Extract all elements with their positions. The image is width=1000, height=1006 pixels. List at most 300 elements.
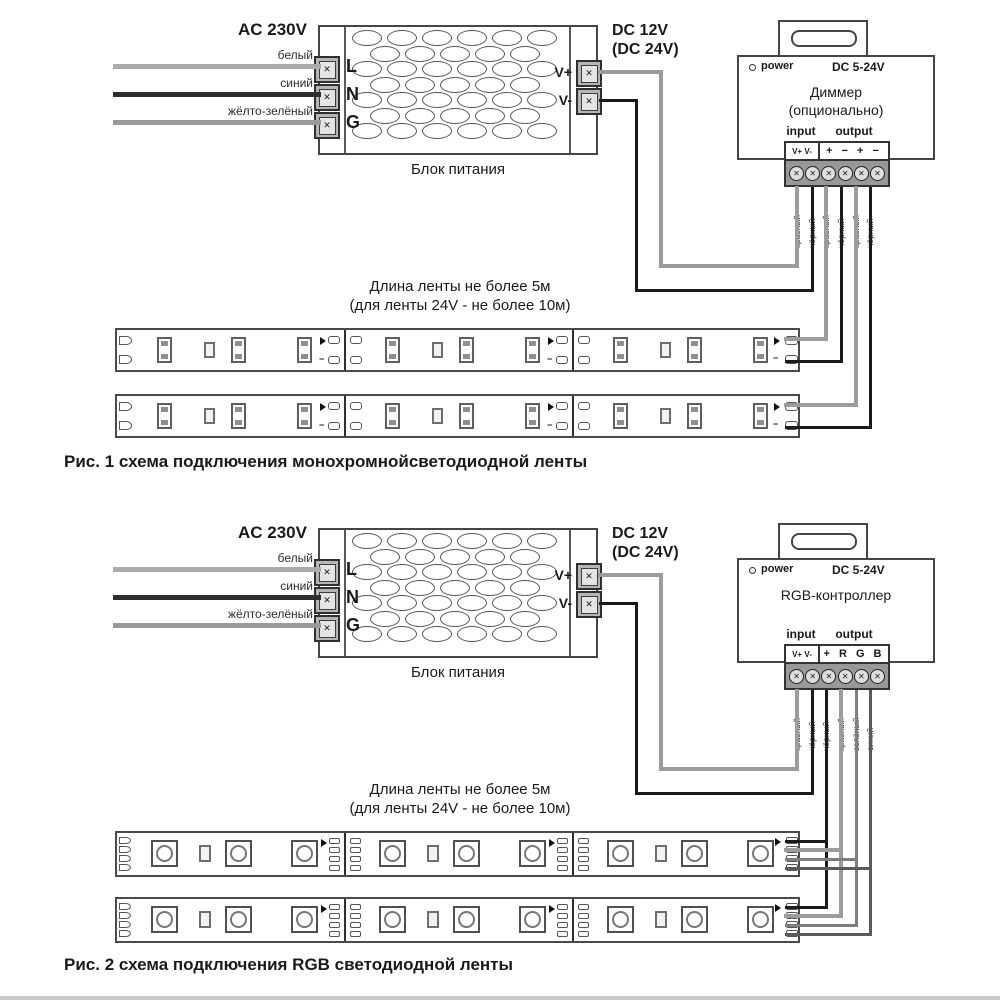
wire-segment bbox=[785, 933, 872, 936]
solder-pad bbox=[578, 847, 589, 853]
led-lens bbox=[296, 845, 313, 862]
led-pin bbox=[617, 407, 624, 412]
wire-segment bbox=[869, 690, 872, 936]
vent-hole bbox=[527, 533, 557, 549]
figure-caption: Рис. 2 схема подключения RGB светодиодной ленты bbox=[64, 955, 514, 974]
led-lens bbox=[686, 845, 703, 862]
wire-segment bbox=[811, 690, 814, 795]
vent-hole bbox=[527, 30, 557, 46]
wire-segment bbox=[113, 64, 321, 69]
dc-voltage-label-line2: (DC 24V) bbox=[612, 544, 679, 561]
solder-pad bbox=[350, 856, 361, 862]
vent-hole bbox=[422, 564, 452, 580]
vent-hole bbox=[405, 46, 435, 62]
input-label: input bbox=[786, 627, 816, 641]
led-pin bbox=[757, 407, 764, 412]
led-lens bbox=[612, 911, 629, 928]
psu-terminal-label-L: L bbox=[346, 56, 357, 76]
solder-pad bbox=[350, 336, 362, 344]
screw-icon: ✕ bbox=[581, 93, 598, 111]
rgb-led-chip bbox=[519, 906, 546, 933]
controller-name-line1: Диммер bbox=[809, 84, 863, 100]
dc-voltage-label-line2: (DC 24V) bbox=[612, 41, 679, 58]
rgb-led-chip bbox=[291, 840, 318, 867]
solder-pad bbox=[119, 336, 132, 345]
psu-terminal-label-vminus: V- bbox=[558, 595, 572, 611]
led-pin bbox=[691, 420, 698, 425]
vent-hole bbox=[475, 77, 505, 93]
led-lens bbox=[612, 845, 629, 862]
psu-terminal-label-N: N bbox=[346, 84, 359, 104]
strip-length-note bbox=[290, 780, 630, 818]
rgb-led-chip bbox=[453, 840, 480, 867]
minus-mark: − bbox=[547, 354, 553, 364]
rgb-led-chip bbox=[607, 906, 634, 933]
solder-pad bbox=[557, 904, 568, 910]
wire-segment bbox=[785, 426, 872, 429]
solder-pad bbox=[328, 356, 340, 364]
screw-icon: ✕ bbox=[581, 568, 598, 586]
strip-length-note-line1: Длина ленты не более 5м bbox=[369, 781, 551, 798]
led-lens bbox=[384, 845, 401, 862]
wire-segment bbox=[635, 99, 638, 292]
strip-length-note-line2: (для ленты 24V - не более 10м) bbox=[349, 297, 571, 314]
resistor bbox=[660, 342, 671, 358]
led-pin bbox=[757, 341, 764, 346]
minus-mark: − bbox=[773, 419, 779, 429]
terminal-screw-icon: ✕ bbox=[805, 166, 820, 181]
cut-mark-icon bbox=[775, 904, 781, 912]
terminal-screw-icon: ✕ bbox=[870, 669, 885, 684]
solder-pad bbox=[557, 838, 568, 844]
led-chip bbox=[385, 337, 400, 363]
led-chip bbox=[687, 403, 702, 429]
wire-segment bbox=[854, 186, 858, 407]
wire-segment bbox=[599, 99, 638, 102]
led-chip bbox=[613, 337, 628, 363]
vent-hole bbox=[440, 46, 470, 62]
minus-mark: − bbox=[547, 420, 553, 430]
psu-caption: Блок питания bbox=[411, 664, 505, 681]
wire-segment bbox=[113, 92, 321, 97]
resistor bbox=[199, 911, 211, 928]
vent-hole bbox=[457, 626, 487, 642]
vent-hole bbox=[440, 77, 470, 93]
terminal-screw-icon: ✕ bbox=[789, 669, 804, 684]
vent-hole bbox=[370, 611, 400, 627]
rgb-led-chip bbox=[225, 840, 252, 867]
rgb-led-chip bbox=[519, 840, 546, 867]
led-pin bbox=[389, 354, 396, 359]
dc-voltage-label-line1: DC 12V bbox=[612, 525, 669, 542]
controller-name-line1: RGB-контроллер bbox=[780, 587, 892, 603]
solder-pad bbox=[350, 904, 361, 910]
controller-mount-slot bbox=[791, 533, 857, 550]
wire-segment bbox=[855, 690, 858, 927]
vent-hole bbox=[405, 549, 435, 565]
wire-segment bbox=[598, 573, 663, 577]
rgb-led-chip bbox=[151, 840, 178, 867]
led-pin bbox=[529, 354, 536, 359]
led-pin bbox=[463, 341, 470, 346]
resistor bbox=[204, 408, 215, 424]
solder-pad bbox=[119, 930, 131, 937]
led-lens bbox=[458, 845, 475, 862]
solder-pad bbox=[329, 904, 340, 910]
strip-length-note-line1: Длина ленты не более 5м bbox=[369, 278, 551, 295]
vent-hole bbox=[405, 108, 435, 124]
vent-hole bbox=[475, 108, 505, 124]
solder-pad bbox=[350, 913, 361, 919]
psu-terminal-vminus bbox=[576, 88, 602, 115]
input-terminal-labels: V+ V- bbox=[786, 646, 820, 662]
wire-segment bbox=[839, 689, 843, 918]
solder-pad bbox=[329, 913, 340, 919]
psu-terminal-label-vplus: V+ bbox=[554, 64, 572, 80]
cut-line bbox=[344, 330, 346, 370]
dc-voltage-label-line1: DC 12V bbox=[612, 22, 669, 39]
screw-icon: ✕ bbox=[319, 620, 336, 638]
controller-name-line2: (опционально) bbox=[788, 102, 884, 118]
psu-terminal-L bbox=[314, 56, 340, 83]
psu-caption: Блок питания bbox=[411, 161, 505, 178]
led-lens bbox=[156, 845, 173, 862]
solder-pad bbox=[328, 422, 340, 430]
vent-hole bbox=[492, 30, 522, 46]
vent-hole bbox=[387, 30, 417, 46]
vent-hole bbox=[440, 108, 470, 124]
cut-mark-icon bbox=[549, 839, 555, 847]
led-pin bbox=[691, 354, 698, 359]
cut-mark-icon bbox=[549, 905, 555, 913]
power-label: power bbox=[761, 60, 794, 72]
led-pin bbox=[463, 407, 470, 412]
output-label: output bbox=[835, 124, 873, 138]
solder-pad bbox=[119, 355, 132, 364]
solder-pad bbox=[557, 865, 568, 871]
terminal-screw-icon: ✕ bbox=[854, 669, 869, 684]
vent-hole bbox=[352, 30, 382, 46]
strip-length-note-line2: (для ленты 24V - не более 10м) bbox=[349, 800, 571, 817]
vent-hole bbox=[510, 580, 540, 596]
led-strip-2 bbox=[115, 897, 800, 943]
vent-hole bbox=[387, 564, 417, 580]
solder-pad bbox=[350, 847, 361, 853]
ac-voltage-label: AC 230V bbox=[238, 20, 307, 39]
led-lens bbox=[752, 845, 769, 862]
solder-pad bbox=[350, 838, 361, 844]
terminal-label-strip bbox=[784, 141, 890, 161]
wire-segment bbox=[635, 289, 814, 292]
wiring-figure-fig2 bbox=[0, 503, 1000, 1006]
rgb-led-chip bbox=[681, 906, 708, 933]
power-led-icon bbox=[749, 64, 756, 71]
vent-hole bbox=[475, 549, 505, 565]
resistor bbox=[199, 845, 211, 862]
solder-pad bbox=[578, 402, 590, 410]
led-lens bbox=[156, 911, 173, 928]
led-pin bbox=[161, 407, 168, 412]
vent-hole bbox=[405, 77, 435, 93]
resistor bbox=[204, 342, 215, 358]
cut-mark-icon bbox=[321, 905, 327, 913]
led-pin bbox=[617, 420, 624, 425]
led-pin bbox=[235, 341, 242, 346]
solder-pad bbox=[578, 922, 589, 928]
terminal-screw-icon: ✕ bbox=[789, 166, 804, 181]
minus-mark: − bbox=[319, 420, 325, 430]
led-pin bbox=[529, 420, 536, 425]
solder-pad bbox=[557, 922, 568, 928]
solder-pad bbox=[557, 847, 568, 853]
wire-segment bbox=[784, 914, 843, 918]
solder-pad bbox=[578, 904, 589, 910]
cut-line bbox=[344, 396, 346, 436]
ac-wire-label-blue: синий bbox=[280, 579, 313, 593]
vent-hole bbox=[492, 595, 522, 611]
ac-wire-label-blue: синий bbox=[280, 76, 313, 90]
solder-pad bbox=[119, 837, 131, 844]
cut-line bbox=[572, 330, 574, 370]
controller-voltage-label: DC 5-24V bbox=[832, 563, 885, 577]
cut-line bbox=[572, 899, 574, 941]
rgb-led-chip bbox=[379, 840, 406, 867]
rgb-led-chip bbox=[453, 906, 480, 933]
screw-icon: ✕ bbox=[319, 564, 336, 582]
led-chip bbox=[613, 403, 628, 429]
wire-segment bbox=[785, 924, 858, 927]
solder-pad bbox=[557, 856, 568, 862]
wire-segment bbox=[598, 70, 663, 74]
minus-mark: − bbox=[319, 354, 325, 364]
solder-pad bbox=[350, 402, 362, 410]
terminal-screw-icon: ✕ bbox=[870, 166, 885, 181]
solder-pad bbox=[556, 336, 568, 344]
vent-hole bbox=[475, 580, 505, 596]
vent-hole bbox=[422, 92, 452, 108]
solder-pad bbox=[350, 931, 361, 937]
vent-hole bbox=[440, 549, 470, 565]
led-pin bbox=[301, 420, 308, 425]
psu-terminal-label-G: G bbox=[346, 615, 361, 635]
psu-terminal-G bbox=[314, 615, 340, 642]
wire-segment bbox=[659, 264, 799, 268]
resistor bbox=[427, 845, 439, 862]
solder-pad bbox=[329, 931, 340, 937]
solder-pad bbox=[578, 336, 590, 344]
led-lens bbox=[524, 911, 541, 928]
vent-hole bbox=[422, 123, 452, 139]
screw-icon: ✕ bbox=[319, 117, 336, 135]
vent-hole bbox=[457, 30, 487, 46]
solder-pad bbox=[556, 402, 568, 410]
cut-mark-icon bbox=[548, 403, 554, 411]
solder-pad bbox=[119, 864, 131, 871]
wire-segment bbox=[659, 767, 799, 771]
controller-name bbox=[737, 586, 935, 604]
vent-hole bbox=[387, 123, 417, 139]
figure-caption: Рис. 1 схема подключения монохромнойсветодиодной ленты bbox=[64, 452, 588, 471]
vent-hole bbox=[510, 549, 540, 565]
led-pin bbox=[529, 407, 536, 412]
wire-segment bbox=[824, 186, 828, 341]
led-pin bbox=[617, 354, 624, 359]
vent-hole bbox=[370, 46, 400, 62]
solder-pad bbox=[350, 922, 361, 928]
led-chip bbox=[459, 403, 474, 429]
cut-mark-icon bbox=[320, 337, 326, 345]
controller-mount-slot bbox=[791, 30, 857, 47]
led-pin bbox=[691, 407, 698, 412]
led-chip bbox=[687, 337, 702, 363]
cut-line bbox=[344, 899, 346, 941]
solder-pad bbox=[578, 865, 589, 871]
rgb-led-chip bbox=[291, 906, 318, 933]
led-chip bbox=[753, 403, 768, 429]
led-lens bbox=[524, 845, 541, 862]
vent-hole bbox=[527, 123, 557, 139]
terminal-screw-icon: ✕ bbox=[821, 669, 836, 684]
vent-hole bbox=[387, 533, 417, 549]
vent-hole bbox=[370, 549, 400, 565]
wire-segment bbox=[869, 187, 872, 429]
output-terminal-labels: + R G B bbox=[823, 648, 885, 660]
ac-wire-label-yellowgreen: жёлто-зелёный bbox=[227, 104, 313, 118]
vent-hole bbox=[510, 77, 540, 93]
cut-line bbox=[572, 833, 574, 875]
resistor bbox=[432, 408, 443, 424]
solder-pad bbox=[556, 356, 568, 364]
vent-hole bbox=[405, 611, 435, 627]
rgb-led-chip bbox=[379, 906, 406, 933]
cut-mark-icon bbox=[321, 839, 327, 847]
resistor bbox=[432, 342, 443, 358]
solder-pad bbox=[578, 356, 590, 364]
led-pin bbox=[617, 341, 624, 346]
solder-pad bbox=[329, 865, 340, 871]
terminal-screw-strip bbox=[784, 159, 890, 187]
rgb-led-chip bbox=[607, 840, 634, 867]
solder-pad bbox=[329, 922, 340, 928]
led-pin bbox=[389, 420, 396, 425]
psu-vents bbox=[352, 533, 568, 655]
led-pin bbox=[691, 341, 698, 346]
vent-hole bbox=[457, 92, 487, 108]
ac-voltage-label: AC 230V bbox=[238, 523, 307, 542]
led-lens bbox=[752, 911, 769, 928]
cut-mark-icon bbox=[320, 403, 326, 411]
vent-hole bbox=[440, 580, 470, 596]
vent-hole bbox=[387, 61, 417, 77]
rgb-led-chip bbox=[151, 906, 178, 933]
led-chip bbox=[525, 337, 540, 363]
terminal-screw-icon: ✕ bbox=[805, 669, 820, 684]
wire-segment bbox=[840, 187, 843, 363]
led-lens bbox=[296, 911, 313, 928]
vent-hole bbox=[492, 564, 522, 580]
terminal-screw-icon: ✕ bbox=[821, 166, 836, 181]
led-pin bbox=[389, 407, 396, 412]
terminal-label-strip bbox=[784, 644, 890, 664]
psu-terminal-N bbox=[314, 84, 340, 111]
vent-hole bbox=[475, 611, 505, 627]
strip-length-note bbox=[290, 277, 630, 315]
vent-hole bbox=[510, 46, 540, 62]
wire-segment bbox=[784, 337, 828, 341]
wire-segment bbox=[113, 567, 321, 572]
wire-segment bbox=[811, 187, 814, 292]
vent-hole bbox=[387, 626, 417, 642]
cut-line bbox=[572, 396, 574, 436]
led-pin bbox=[235, 407, 242, 412]
led-pin bbox=[301, 407, 308, 412]
wire-segment bbox=[659, 573, 663, 771]
solder-pad bbox=[119, 921, 131, 928]
solder-pad bbox=[119, 846, 131, 853]
psu-terminal-G bbox=[314, 112, 340, 139]
vent-hole bbox=[370, 108, 400, 124]
led-pin bbox=[301, 341, 308, 346]
wire-segment bbox=[795, 186, 799, 268]
wire-segment bbox=[785, 360, 843, 363]
resistor bbox=[655, 845, 667, 862]
resistor bbox=[655, 911, 667, 928]
solder-pad bbox=[119, 855, 131, 862]
wire-segment bbox=[113, 120, 321, 125]
solder-pad bbox=[350, 356, 362, 364]
led-chip bbox=[385, 403, 400, 429]
solder-pad bbox=[578, 931, 589, 937]
power-label: power bbox=[761, 563, 794, 575]
solder-pad bbox=[578, 913, 589, 919]
vent-hole bbox=[457, 533, 487, 549]
vent-hole bbox=[422, 533, 452, 549]
vent-hole bbox=[422, 595, 452, 611]
led-pin bbox=[161, 420, 168, 425]
psu-terminal-label-vminus: V- bbox=[558, 92, 572, 108]
wire-segment bbox=[635, 602, 638, 795]
solder-pad bbox=[329, 838, 340, 844]
ac-wire-label-white: белый bbox=[277, 48, 313, 62]
vent-hole bbox=[457, 61, 487, 77]
screw-icon: ✕ bbox=[319, 61, 336, 79]
led-lens bbox=[458, 911, 475, 928]
led-pin bbox=[463, 354, 470, 359]
vent-hole bbox=[352, 533, 382, 549]
resistor bbox=[660, 408, 671, 424]
wire-segment bbox=[599, 602, 638, 605]
wire-segment bbox=[785, 867, 872, 870]
controller-voltage-label: DC 5-24V bbox=[832, 60, 885, 74]
solder-pad bbox=[350, 422, 362, 430]
vent-hole bbox=[492, 61, 522, 77]
led-pin bbox=[463, 420, 470, 425]
solder-pad bbox=[119, 903, 131, 910]
wire-segment bbox=[784, 403, 858, 407]
psu-terminal-label-vplus: V+ bbox=[554, 567, 572, 583]
led-chip bbox=[297, 403, 312, 429]
wire-segment bbox=[785, 906, 828, 909]
vent-hole bbox=[457, 564, 487, 580]
vent-hole bbox=[492, 533, 522, 549]
vent-hole bbox=[527, 626, 557, 642]
led-pin bbox=[235, 354, 242, 359]
vent-hole bbox=[387, 595, 417, 611]
cut-mark-icon bbox=[774, 337, 780, 345]
led-pin bbox=[161, 341, 168, 346]
led-strip-2 bbox=[115, 394, 800, 438]
vent-hole bbox=[440, 611, 470, 627]
